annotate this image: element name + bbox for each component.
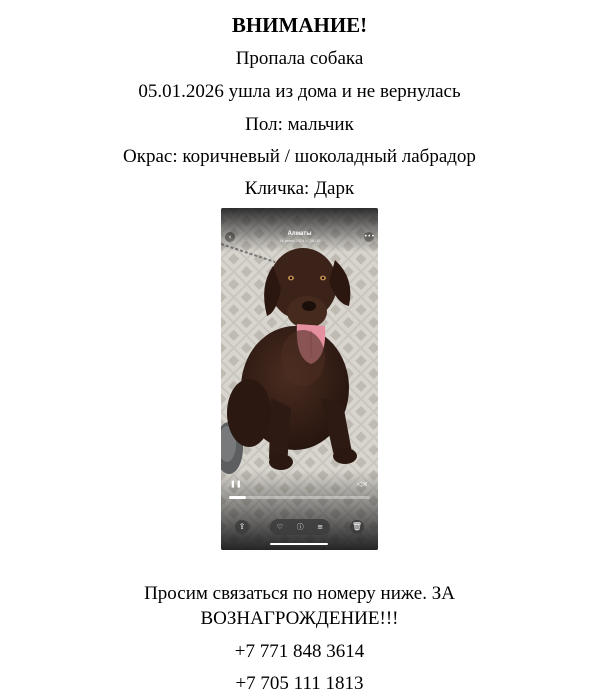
notice-subtitle: Пропала собака [235, 48, 364, 69]
chevron-left-icon[interactable]: ‹ [225, 232, 235, 242]
dog-photo-screenshot [221, 208, 378, 550]
dog-name-line: Кличка: Дарк [244, 178, 355, 199]
notice-title: ВНИМАНИЕ! [231, 13, 368, 37]
lost-date-line: 05.01.2026 ушла из дома и не вернулась [138, 81, 461, 102]
share-icon[interactable]: ⇪ [235, 520, 249, 534]
trash-icon[interactable]: 🗑 [350, 520, 364, 534]
adjust-icon[interactable]: ≡ [317, 523, 324, 531]
speaker-muted-icon[interactable]: ◁× [356, 480, 368, 488]
contact-request-line2: ВОЗНАГРОЖДЕНИЕ!!! [200, 608, 399, 629]
home-indicator [270, 543, 328, 545]
pause-icon[interactable]: ❚❚ [230, 480, 242, 488]
video-scrubber-fill [229, 496, 246, 499]
heart-icon[interactable]: ♡ [276, 523, 284, 531]
more-icon[interactable]: ••• [364, 233, 375, 240]
photo-header [221, 230, 378, 244]
photo-date: 14 июня 2024 г., 08:00 [279, 238, 320, 243]
video-scrubber[interactable] [229, 496, 370, 499]
dog-sex-line: Пол: мальчик [245, 114, 354, 135]
photo-actions-pill [270, 519, 330, 535]
photo-location: Алматы [287, 231, 312, 237]
dog-color-line: Окрас: коричневый / шоколадный лабрадор [123, 146, 476, 167]
info-icon[interactable]: ⓘ [296, 523, 304, 531]
contact-request-line1: Просим связаться по номеру ниже. ЗА [144, 583, 455, 604]
contact-phone-2: +7 705 111 1813 [235, 673, 364, 694]
contact-phone-1: +7 771 848 3614 [234, 641, 365, 662]
